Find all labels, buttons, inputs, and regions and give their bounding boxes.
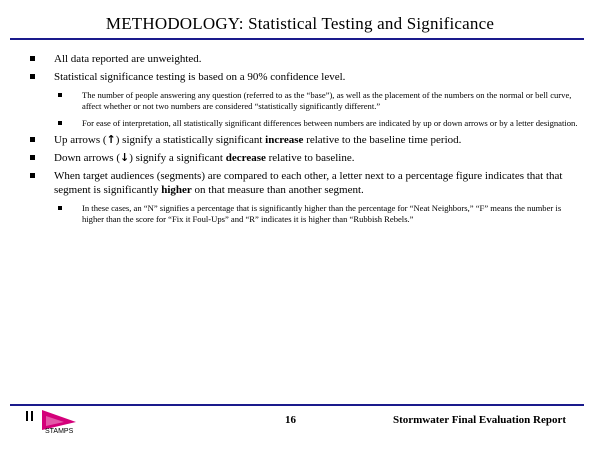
report-title: Stormwater Final Evaluation Report <box>392 414 566 426</box>
logo-mark <box>26 410 76 435</box>
sub-list-item <box>58 118 578 129</box>
list-item <box>30 133 578 147</box>
list-item <box>30 169 578 225</box>
sub-list-item <box>58 203 578 225</box>
sub-bullet-text: The number of people answering any question (referred to as the “base”), as well as the placement of the numbers on the normal or bell curve, affect whether or not two numbers are considered “statistically significantly different.” <box>82 90 572 111</box>
bullet-text: Down arrows (↓) signify a significant decrease relative to baseline. <box>54 151 355 164</box>
sub-bullet-list <box>54 203 578 225</box>
page-number: 16 <box>285 414 296 426</box>
list-item <box>30 151 578 165</box>
bullet-square-icon <box>30 74 35 79</box>
bullet-text: When target audiences (segments) are compared to each other, a letter next to a percentage figure indicates that that segment is significantly higher on that measure than another segment. <box>54 170 563 196</box>
sub-bullet-text: In these cases, an “N” signifies a percentage that is significantly higher than the percentage for “Neat Neighbors,” “F” means the number is higher than the score for “Fix it Foul-Ups” and “R” indicates it is higher than “Rubbish Rebels.” <box>82 203 562 224</box>
logo-text: STAMPS <box>45 428 74 435</box>
footer-divider <box>10 404 584 406</box>
list-item <box>30 70 578 129</box>
bullet-square-icon <box>30 173 35 178</box>
sub-bullet-list <box>54 90 578 129</box>
sub-list-item <box>58 90 578 112</box>
up-arrow-icon: ↑ <box>106 133 116 146</box>
bullet-square-icon <box>58 93 62 97</box>
page-title: METHODOLOGY: Statistical Testing and Significance <box>105 14 495 33</box>
sub-bullet-text: For ease of interpretation, all statistically significant differences between numbers are indicated by up or down arrows or by a letter designation. <box>82 118 578 128</box>
methodology-content <box>30 52 578 229</box>
bullet-list <box>30 52 578 225</box>
bullet-text: All data reported are unweighted. <box>54 53 202 65</box>
bullet-square-icon <box>30 155 35 160</box>
emphasis-higher: higher <box>161 184 192 196</box>
header-divider <box>10 38 584 40</box>
emphasis-increase: increase <box>265 134 304 146</box>
bullet-square-icon <box>58 206 62 210</box>
bullet-text: Up arrows (↑) signify a statistically significant increase relative to the baseline time period. <box>54 133 462 146</box>
down-arrow-icon: ↓ <box>119 151 130 164</box>
bullet-square-icon <box>30 56 35 61</box>
agency-logo-icon <box>24 408 84 436</box>
list-item <box>30 52 578 66</box>
bullet-square-icon <box>58 121 62 125</box>
bullet-square-icon <box>30 137 35 142</box>
bullet-text: Statistical significance testing is based on a 90% confidence level. <box>54 71 346 83</box>
emphasis-decrease: decrease <box>225 152 266 164</box>
